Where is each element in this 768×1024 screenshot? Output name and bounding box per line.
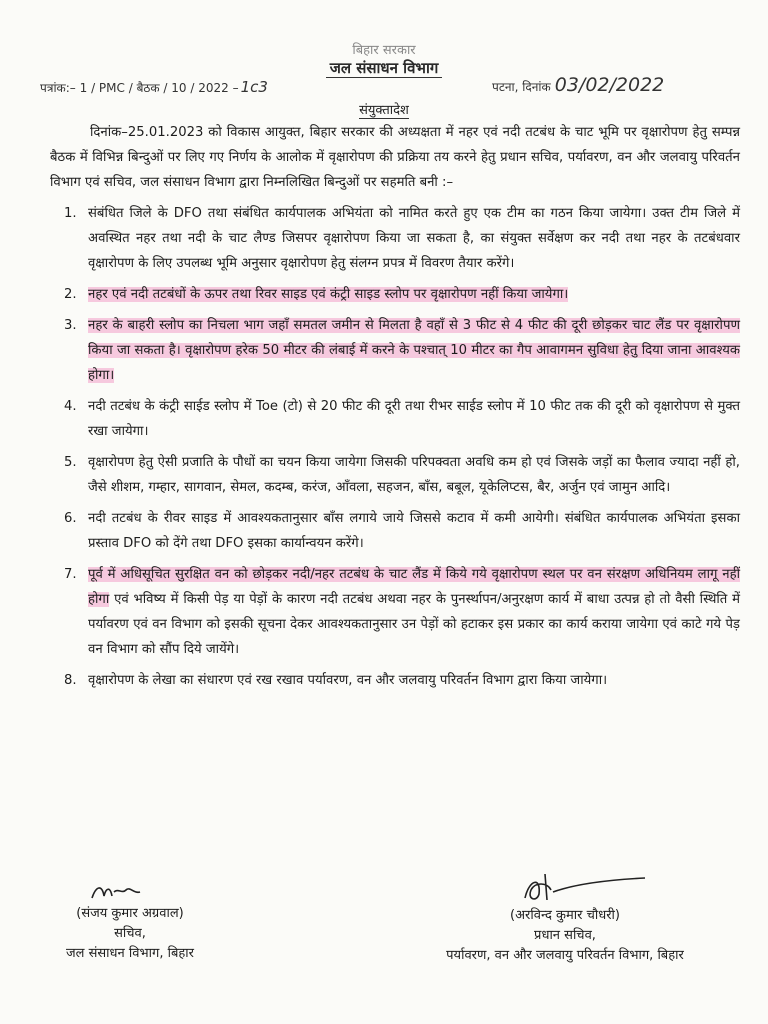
signatory-name: (संजय कुमार अग्रवाल) <box>76 906 184 921</box>
point-item <box>50 282 740 307</box>
point-text <box>88 668 740 693</box>
title-text: संयुक्तादेश <box>359 103 409 118</box>
point-number: 8. <box>64 673 77 688</box>
document-title <box>0 100 768 118</box>
point-text <box>88 282 740 307</box>
signatory-department: पर्यावरण, वन और जलवायु परिवर्तन विभाग, बिहार <box>446 948 684 963</box>
place-date <box>492 74 664 96</box>
signatory-designation: सचिव, <box>114 926 146 941</box>
point-text <box>88 506 740 556</box>
point-body: वृक्षारोपण हेतु ऐसी प्रजाति के पौधों का चयन किया जायेगा जिसकी परिपक्वता अवधि कम हो एवं जिसके जड़ों का फैलाव ज्यादा नहीं हो, जैसे शीशम, गम्हार, सागवान, सेमल, कदम्ब, करंज, आँवला, सहजन, बाँस, बबूल, यूकेलिप्टस, बैर, अर्जुन एवं जामुन आदि। <box>88 455 740 495</box>
point-number: 6. <box>64 511 77 526</box>
point-item <box>50 450 740 500</box>
signature-scribble-icon <box>395 870 735 906</box>
signatory-name: (अरविन्द कुमार चौधरी) <box>510 908 620 923</box>
government-name: बिहार सरकार <box>352 43 416 58</box>
department-label: जल संसाधन विभाग <box>326 59 443 78</box>
point-number: 2. <box>64 287 77 302</box>
point-number: 1. <box>64 206 77 221</box>
point-body: एवं भविष्य में किसी पेड़ या पेड़ों के कारण नदी तटबंध अथवा नहर के पुनर्स्थापन/अनुरक्षण कार्य में बाधा उत्पन्न हो तो वैसी स्थिति में पर्यावरण एवं वन विभाग को इसकी सूचना देकर आवश्यकतानुसार उन पेड़ों को हटाकर इस प्रकार का कार्य कराया जायेगा एवं काटे गये पेड़ वन विभाग को सौंप दिये जायेंगे। <box>88 592 740 657</box>
point-text <box>88 394 740 444</box>
point-item <box>50 562 740 662</box>
point-item <box>50 506 740 556</box>
point-number: 4. <box>64 399 77 414</box>
signature-block-principal-secretary <box>395 870 735 966</box>
highlighted-text: पूर्व में अधिसूचित सुरक्षित वन को छोड़कर नदी/नहर तटबंध के चाट लैंड में किये गये वृक्षारोपण स्थल पर वन संरक्षण अधिनियम लागू नहीं होगा <box>88 567 740 607</box>
point-number: 7. <box>64 567 77 582</box>
reference-number <box>40 78 268 96</box>
reference-handwritten: 1c3 <box>240 78 268 96</box>
point-text <box>88 450 740 500</box>
point-item <box>50 313 740 388</box>
highlighted-text: नहर एवं नदी तटबंधों के ऊपर तथा रिवर साइड एवं कंट्री साइड स्लोप पर वृक्षारोपण नहीं किया जायेगा। <box>88 287 569 302</box>
point-text <box>88 201 740 276</box>
point-body: संबंधित जिले के DFO तथा संबंधित कार्यपालक अभियंता को नामित करते हुए एक टीम का गठन किया जायेगा। उक्त टीम जिले में अवस्थित नहर तथा नदी के चाट लैण्ड जिसपर वृक्षारोपण किया जा सकता है, का संयुक्त सर्वेक्षण कर नदी तथा नहर के तटबंधवार वृक्षारोपण के लिए उपलब्ध भूमि अनुसार वृक्षारोपण हेतु संलग्न प्रपत्र में विवरण तैयार करेंगे। <box>88 206 740 271</box>
reference-label: पत्रांक:– 1 / PMC / बैठक / 10 / 2022 – <box>40 81 239 95</box>
highlighted-text: नहर के बाहरी स्लोप का निचला भाग जहाँ समतल जमीन से मिलता है वहाँ से 3 फीट से 4 फीट की दूरी छोड़कर चाट लैंड पर वृक्षारोपण किया जा सकता है। वृक्षारोपण हरेक 50 मीटर की लंबाई में करने के पश्चात् 10 मीटर का गैप आवागमन सुविधा हेतु दिया जाना आवश्यक होगा। <box>88 318 740 383</box>
signature-scribble-icon <box>30 880 230 904</box>
signatory-designation: प्रधान सचिव, <box>534 928 596 943</box>
point-number: 3. <box>64 318 77 333</box>
signature-block-secretary <box>30 880 230 964</box>
point-item <box>50 201 740 276</box>
document-body <box>50 120 740 699</box>
intro-paragraph: दिनांक–25.01.2023 को विकास आयुक्त, बिहार सरकार की अध्यक्षता में नहर एवं नदी तटबंध के चाट भूमि पर वृक्षारोपण हेतु सम्पन्न बैठक में विभिन्न बिन्दुओं पर लिए गए निर्णय के आलोक में वृक्षारोपण की प्रक्रिया तय करने हेतु प्रधान सचिव, पर्यावरण, वन और जलवायु परिवर्तन विभाग एवं सचिव, जल संसाधन विभाग द्वारा निम्नलिखित बिन्दुओं पर सहमति बनी :– <box>50 125 740 190</box>
point-item <box>50 394 740 444</box>
point-body: नदी तटबंध के रीवर साइड में आवश्यकतानुसार बाँस लगाये जाये जिससे कटाव में कमी आयेगी। संबंधित कार्यपालक अभियंता इसका प्रस्ताव DFO को देंगे तथा DFO इसका कार्यान्वयन करेंगे। <box>88 511 740 551</box>
date-handwritten: 03/02/2022 <box>554 74 665 96</box>
signatory-department: जल संसाधन विभाग, बिहार <box>66 946 194 961</box>
points-list <box>50 201 740 693</box>
point-item <box>50 668 740 693</box>
point-text <box>88 562 740 662</box>
place-label: पटना, दिनांक <box>492 80 551 94</box>
point-body: नदी तटबंध के कंट्री साईड स्लोप में Toe (टो) से 20 फीट की दूरी तथा रीभर साईड स्लोप में 10 फीट तक की दूरी को वृक्षारोपण से मुक्त रखा जायेगा। <box>88 399 740 439</box>
point-number: 5. <box>64 455 77 470</box>
point-text <box>88 313 740 388</box>
point-body: वृक्षारोपण के लेखा का संधारण एवं रख रखाव पर्यावरण, वन और जलवायु परिवर्तन विभाग द्वारा किया जायेगा। <box>88 673 608 688</box>
